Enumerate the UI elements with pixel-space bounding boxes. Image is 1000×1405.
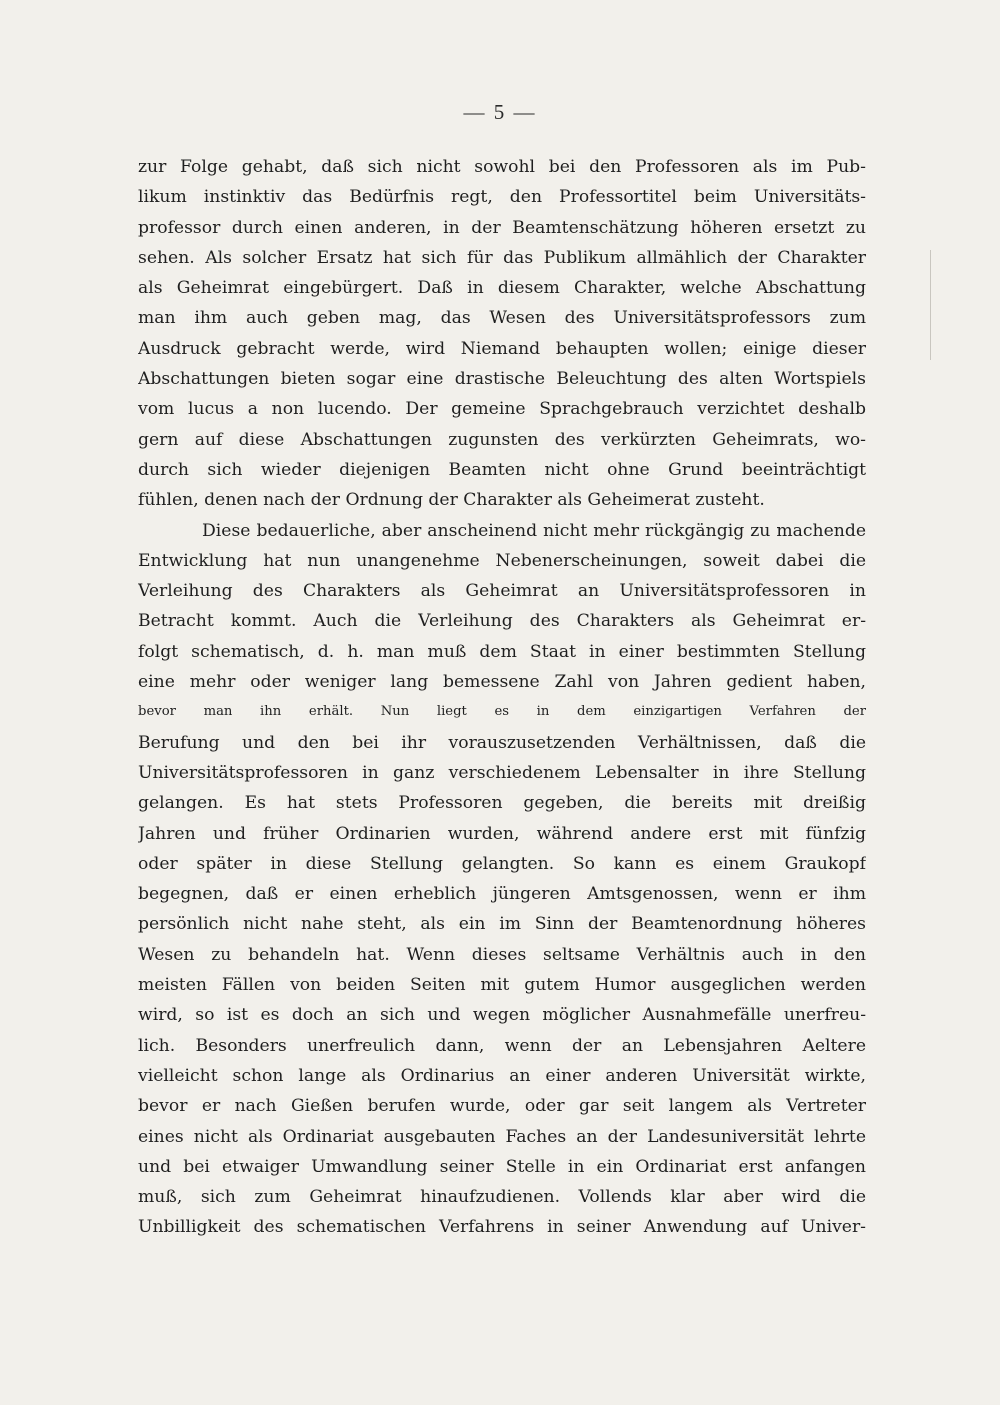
text-line: fühlen, denen nach der Ordnung der Charakter als Geheimerat zusteht. — [138, 490, 765, 511]
text-line: meisten Fällen von beiden Seiten mit gutem Humor ausgeglichen werden — [138, 975, 866, 996]
text-line: durch sich wieder diejenigen Beamten nicht ohne Grund beeinträchtigt — [138, 459, 866, 480]
text-line: bevor man ihn erhält. Nun liegt es in dem einzigartigen Verfahren der — [138, 704, 866, 720]
text-line: muß, sich zum Geheimrat hinaufzudienen. Vollends klar aber wird die — [138, 1187, 866, 1208]
text-line: wird, so ist es doch an sich und wegen möglicher Ausnahmefälle unerfreu- — [138, 1005, 866, 1026]
text-line: lich. Besonders unerfreulich dann, wenn der an Lebensjahren Aeltere — [138, 1035, 866, 1056]
paper-crease-mark — [930, 250, 931, 360]
text-line: Jahren und früher Ordinarien wurden, während andere erst mit fünfzig — [138, 823, 866, 844]
text-line: Universitätsprofessoren in ganz verschiedenem Lebensalter in ihre Stellung — [138, 762, 866, 783]
text-line: Verleihung des Charakters als Geheimrat an Universitätsprofessoren in — [138, 581, 866, 602]
text-line: oder später in diese Stellung gelangten. So kann es einem Graukopf — [138, 853, 866, 874]
page-number: — 5 — — [463, 100, 537, 124]
text-line: sehen. Als solcher Ersatz hat sich für das Publikum allmählich der Charakter — [138, 247, 866, 268]
text-line: eines nicht als Ordinariat ausgebauten Faches an der Landesuniversität lehrte — [138, 1126, 866, 1147]
text-line: gern auf diese Abschattungen zugunsten des verkürzten Geheimrats, wo- — [138, 429, 866, 450]
body-text — [138, 152, 866, 1243]
text-line: begegnen, daß er einen erheblich jüngeren Amtsgenossen, wenn er ihm — [138, 884, 866, 905]
text-line: Entwicklung hat nun unangenehme Nebenerscheinungen, soweit dabei die — [138, 550, 866, 571]
text-line: als Geheimrat eingebürgert. Daß in diesem Charakter, welche Abschattung — [138, 278, 866, 299]
text-line: likum instinktiv das Bedürfnis regt, den Professortitel beim Universitäts- — [138, 187, 866, 208]
text-line: Ausdruck gebracht werde, wird Niemand behaupten wollen; einige dieser — [138, 338, 866, 359]
text-line: Betracht kommt. Auch die Verleihung des Charakters als Geheimrat er- — [138, 611, 866, 632]
text-line: Unbilligkeit des schematischen Verfahrens in seiner Anwendung auf Univer- — [138, 1217, 866, 1238]
text-line: professor durch einen anderen, in der Beamtenschätzung höheren ersetzt zu — [138, 217, 866, 238]
paragraph-start-line: Diese bedauerliche, aber anscheinend nicht mehr rückgängig zu machende — [202, 520, 866, 541]
text-line: bevor er nach Gießen berufen wurde, oder gar seit langem als Vertreter — [138, 1096, 866, 1117]
text-line: persönlich nicht nahe steht, als ein im Sinn der Beamtenordnung höheres — [138, 914, 866, 935]
text-line: gelangen. Es hat stets Professoren gegeben, die bereits mit dreißig — [138, 793, 866, 814]
text-line: vielleicht schon lange als Ordinarius an einer anderen Universität wirkte, — [138, 1065, 866, 1086]
text-line: eine mehr oder weniger lang bemessene Zahl von Jahren gedient haben, — [138, 672, 866, 693]
text-line: und bei etwaiger Umwandlung seiner Stelle in ein Ordinariat erst anfangen — [138, 1156, 866, 1177]
text-line: man ihm auch geben mag, das Wesen des Universitätsprofessors zum — [138, 308, 866, 329]
text-line: zur Folge gehabt, daß sich nicht sowohl bei den Professoren als im Pub- — [138, 157, 866, 177]
text-line: folgt schematisch, d. h. man muß dem Staat in einer bestimmten Stellung — [138, 641, 866, 662]
text-line: Berufung und den bei ihr vorauszusetzenden Verhältnissen, daß die — [138, 732, 866, 753]
text-line: vom lucus a non lucendo. Der gemeine Sprachgebrauch verzichtet deshalb — [138, 399, 866, 420]
text-line: Abschattungen bieten sogar eine drastische Beleuchtung des alten Wortspiels — [138, 369, 866, 390]
text-line: Wesen zu behandeln hat. Wenn dieses seltsame Verhältnis auch in den — [138, 944, 866, 965]
